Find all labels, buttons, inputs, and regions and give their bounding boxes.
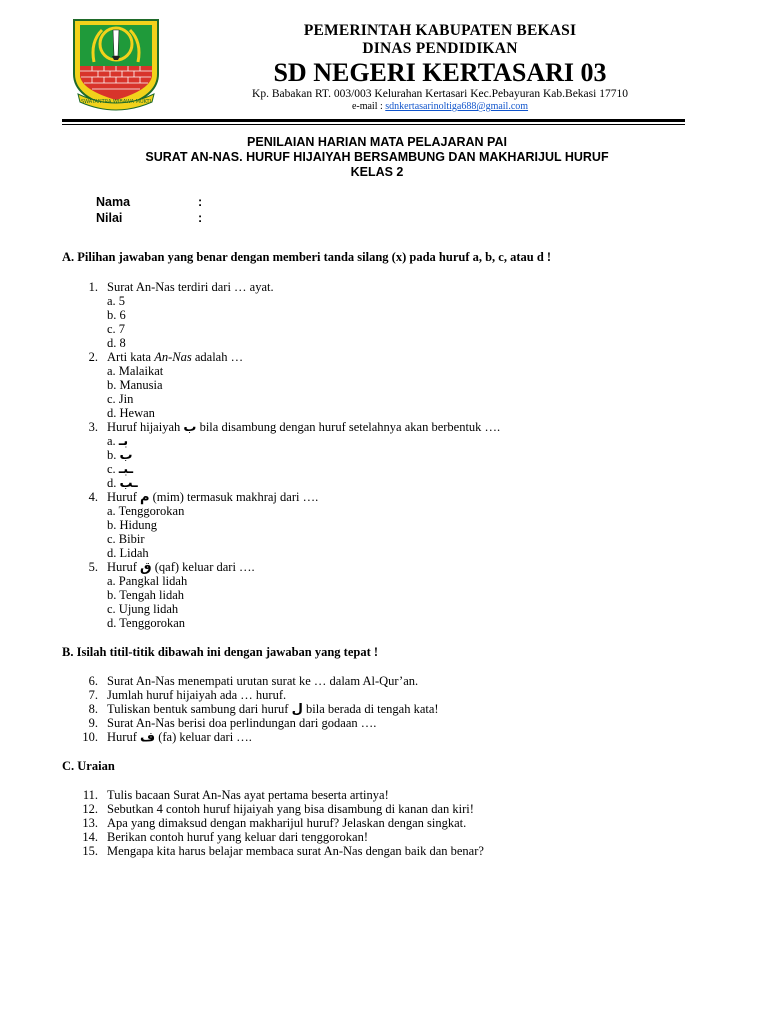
q5-option-d[interactable]: d. Tenggorokan [107, 616, 186, 630]
q2-option-b[interactable]: b. Manusia [107, 378, 163, 392]
arabic-letter-ba: ب [183, 420, 197, 435]
score-label: Nilai [96, 211, 123, 225]
q5-option-a[interactable]: a. Pangkal lidah [107, 574, 188, 588]
q3-option-a[interactable]: a. بـ [107, 434, 129, 449]
section-c-heading: C. Uraian [62, 759, 115, 773]
q3-option-c[interactable]: c. ـبـ [107, 462, 134, 477]
school-name: SD NEGERI KERTASARI 03 [273, 58, 607, 87]
q1-option-b[interactable]: b. 6 [107, 308, 126, 322]
arabic-letter-lam: ل [291, 702, 303, 717]
exam-subtitle: SURAT AN-NAS. HURUF HIJAIYAH BERSAMBUNG DAN MAKHARIJUL HURUF [145, 150, 609, 164]
kabupaten-bekasi-logo [68, 16, 164, 112]
arabic-letter-qaf: ق [139, 560, 152, 575]
question-12: 12. Sebutkan 4 contoh huruf hijaiyah yang bisa disambung di kanan dan kiri! [82, 802, 474, 816]
header-divider-thick [62, 119, 685, 122]
q4-option-a[interactable]: a. Tenggorokan [107, 504, 185, 518]
name-label: Nama [96, 195, 131, 209]
score-field [96, 211, 203, 225]
question-15: 15. Mengapa kita harus belajar membaca surat An-Nas dengan baik dan benar? [82, 844, 484, 858]
question-5: 5. Huruf ق (qaf) keluar dari …. [88, 560, 255, 575]
header-divider-thin [62, 124, 685, 125]
question-2: 2. Arti kata An-Nas adalah … [88, 350, 244, 364]
question-13: 13. Apa yang dimaksud dengan makharijul huruf? Jelaskan dengan singkat. [82, 816, 467, 830]
arabic-letter-mim: م [139, 490, 150, 505]
question-9: 9. Surat An-Nas berisi doa perlindungan dari godaan …. [88, 716, 377, 730]
header-department: DINAS PENDIDIKAN [362, 40, 518, 57]
q4-option-b[interactable]: b. Hidung [107, 518, 157, 532]
q2-option-c[interactable]: c. Jin [107, 392, 134, 406]
question-10: 10. Huruf ف (fa) keluar dari …. [82, 730, 252, 745]
q1-option-d[interactable]: d. 8 [107, 336, 126, 350]
question-7: 7. Jumlah huruf hijaiyah ada … huruf. [88, 688, 287, 702]
logo-motto: SWATANTRA WIBAWA MUKTI [80, 99, 152, 105]
q1-option-c[interactable]: c. 7 [107, 322, 126, 336]
question-3: 3. Huruf hijaiyah ب bila disambung dengan huruf setelahnya akan berbentuk …. [88, 420, 501, 435]
q5-option-b[interactable]: b. Tengah lidah [107, 588, 185, 602]
question-1: 1. Surat An-Nas terdiri dari … ayat. [88, 280, 274, 294]
arabic-letter-fa: ف [139, 730, 156, 745]
header-government: PEMERINTAH KABUPATEN BEKASI [303, 22, 577, 39]
exam-class: KELAS 2 [350, 165, 404, 179]
question-11: 11. Tulis bacaan Surat An-Nas ayat pertama beserta artinya! [82, 788, 389, 802]
question-6: 6. Surat An-Nas menempati urutan surat ke … dalam Al-Qur’an. [88, 674, 419, 688]
school-address: Kp. Babakan RT. 003/003 Kelurahan Kertasari Kec.Pebayuran Kab.Bekasi 17710 [252, 88, 628, 100]
name-field [96, 195, 203, 209]
email-link[interactable]: sdnkertasarinoltiga688@gmail.com [385, 101, 529, 112]
q5-option-c[interactable]: c. Ujung lidah [107, 602, 179, 616]
exam-title: PENILAIAN HARIAN MATA PELAJARAN PAI [247, 135, 507, 149]
question-14: 14. Berikan contoh huruf yang keluar dari tenggorokan! [82, 830, 369, 844]
email-label: e-mail : [351, 101, 386, 112]
q3-option-b[interactable]: b. ب [107, 448, 133, 463]
q3-option-d[interactable]: d. ـب [107, 476, 138, 491]
section-b-heading: B. Isilah titil-titik dibawah ini dengan jawaban yang tepat ! [62, 645, 379, 659]
name-colon: : [198, 195, 203, 209]
email-line [210, 102, 670, 112]
score-colon: : [198, 211, 203, 225]
question-4: 4. Huruf م (mim) termasuk makhraj dari …. [88, 490, 319, 505]
q4-option-d[interactable]: d. Lidah [107, 546, 149, 560]
q2-option-d[interactable]: d. Hewan [107, 406, 155, 420]
q1-option-a[interactable]: a. 5 [107, 294, 126, 308]
q2-option-a[interactable]: a. Malaikat [107, 364, 164, 378]
q4-option-c[interactable]: c. Bibir [107, 532, 145, 546]
question-8: 8. Tuliskan bentuk sambung dari huruf ل bila berada di tengah kata! [88, 702, 439, 717]
section-a-heading: A. Pilihan jawaban yang benar dengan memberi tanda silang (x) pada huruf a, b, c, atau d ! [62, 250, 552, 264]
